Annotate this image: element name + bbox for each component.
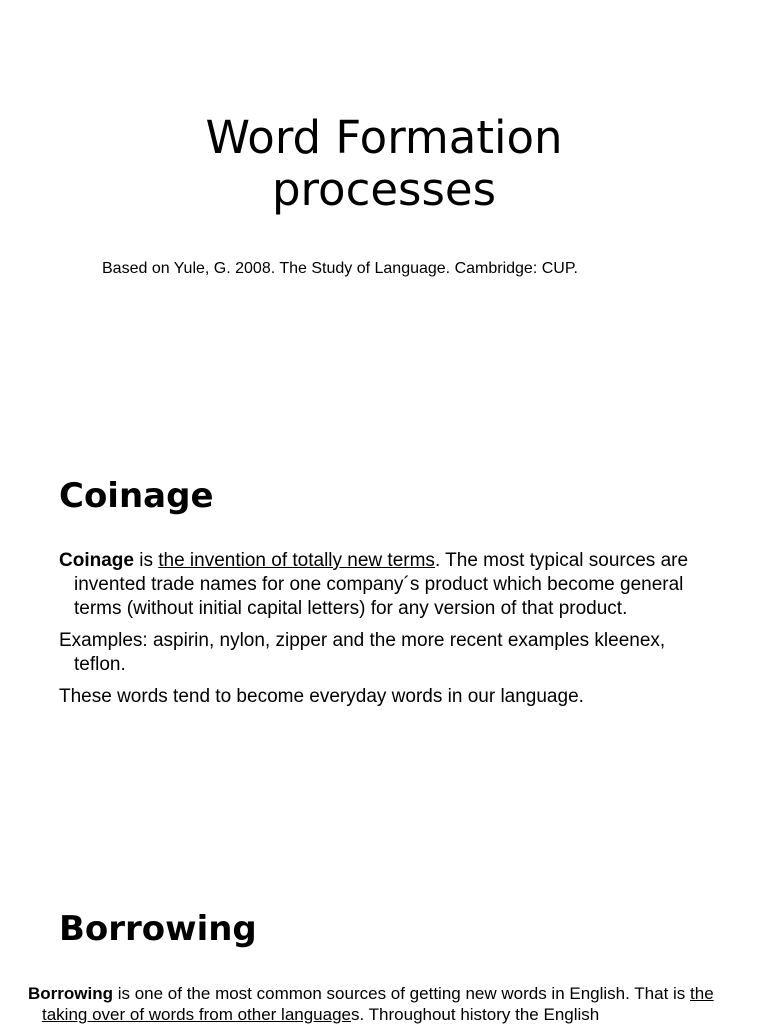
- coinage-paragraph-1-rest: . The most typical sources are invented trade names for one company´s product which become general terms (without initial capital letters) for any version of that product.: [74, 550, 689, 619]
- borrowing-definition: the taking over of words from other language: [42, 984, 714, 1024]
- borrowing-paragraph-1: [28, 983, 718, 1025]
- coinage-is: is: [133, 550, 159, 571]
- borrowing-paragraph-1-rest: s. Throughout history the English: [351, 1005, 600, 1024]
- borrowing-body: [28, 983, 718, 1033]
- coinage-definition: the invention of totally new terms: [158, 550, 435, 571]
- coinage-paragraph-3: These words tend to become everyday words in our language.: [59, 686, 584, 707]
- coinage-term: Coinage: [59, 550, 134, 571]
- borrowing-heading: Borrowing: [59, 909, 257, 949]
- page-title: [0, 112, 768, 216]
- coinage-body: [59, 549, 719, 717]
- borrowing-mid: is one of the most common sources of getting new words in English. That is: [113, 984, 691, 1003]
- coinage-heading: Coinage: [59, 476, 214, 516]
- subtitle: Based on Yule, G. 2008. The Study of Language. Cambridge: CUP.: [102, 260, 578, 277]
- title-slide: [0, 0, 768, 432]
- title-line-1: Word Formation: [205, 111, 563, 164]
- coinage-paragraph-2: Examples: aspirin, nylon, zipper and the more recent examples kleenex, teflon.: [59, 630, 666, 675]
- coinage-paragraph-1: [59, 549, 719, 621]
- title-line-2: processes: [271, 163, 497, 216]
- borrowing-term: Borrowing: [28, 984, 113, 1003]
